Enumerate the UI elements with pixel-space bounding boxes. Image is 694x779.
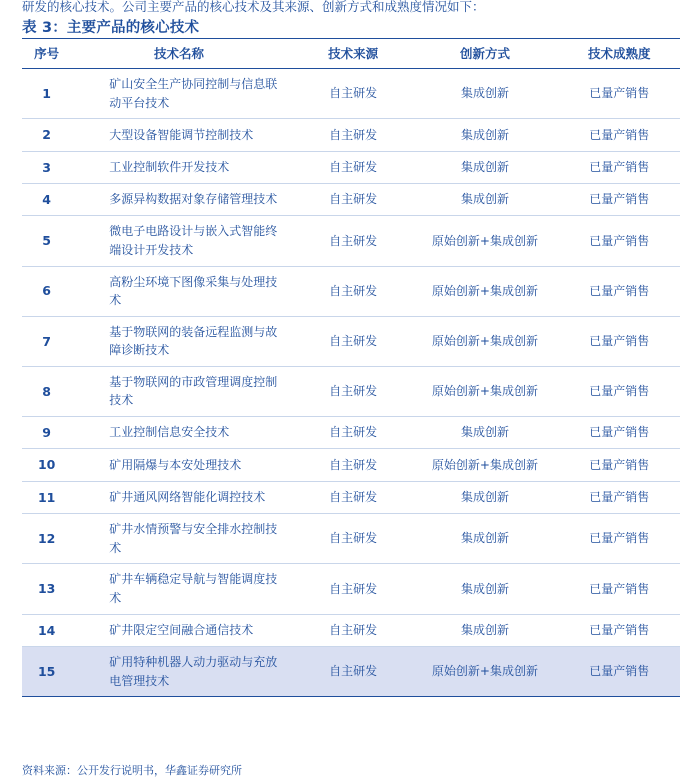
cell-technology-source: 自主研发 <box>295 417 412 449</box>
cell-maturity: 已量产销售 <box>559 151 680 183</box>
table-caption: 表 3：主要产品的核心技术 <box>22 20 200 36</box>
cell-innovation-mode: 集成创新 <box>411 183 558 215</box>
cell-maturity: 已量产销售 <box>559 646 680 696</box>
cell-technology-name: 矿山安全生产协同控制与信息联动平台技术 <box>71 69 295 119</box>
cell-no: 2 <box>22 119 71 151</box>
cell-innovation-mode: 集成创新 <box>411 69 558 119</box>
table-row <box>22 481 680 513</box>
cell-technology-source: 自主研发 <box>295 514 412 564</box>
cell-technology-source: 自主研发 <box>295 183 412 215</box>
cell-technology-source: 自主研发 <box>295 481 412 513</box>
table-row <box>22 614 680 646</box>
cell-maturity: 已量产销售 <box>559 449 680 481</box>
cell-technology-name: 微电子电路设计与嵌入式智能终端设计开发技术 <box>71 216 295 266</box>
cell-technology-name: 基于物联网的市政管理调度控制技术 <box>71 366 295 416</box>
cell-technology-name: 基于物联网的装备远程监测与故障诊断技术 <box>71 316 295 366</box>
cell-technology-name: 矿用隔爆与本安处理技术 <box>71 449 295 481</box>
cell-maturity: 已量产销售 <box>559 216 680 266</box>
cell-no: 14 <box>22 614 71 646</box>
cell-technology-name: 工业控制信息安全技术 <box>71 417 295 449</box>
cell-innovation-mode: 原始创新+集成创新 <box>411 216 558 266</box>
cell-maturity: 已量产销售 <box>559 366 680 416</box>
cell-technology-name: 高粉尘环境下图像采集与处理技术 <box>71 266 295 316</box>
table-header-row <box>22 39 680 69</box>
cell-no: 3 <box>22 151 71 183</box>
table-row <box>22 564 680 614</box>
cell-innovation-mode: 原始创新+集成创新 <box>411 646 558 696</box>
cell-maturity: 已量产销售 <box>559 614 680 646</box>
cell-no: 5 <box>22 216 71 266</box>
cell-no: 15 <box>22 646 71 696</box>
cell-technology-name: 矿用特种机器人动力驱动与充放电管理技术 <box>71 646 295 696</box>
table-row <box>22 417 680 449</box>
table-row <box>22 69 680 119</box>
cell-innovation-mode: 集成创新 <box>411 614 558 646</box>
cell-technology-source: 自主研发 <box>295 564 412 614</box>
cell-technology-source: 自主研发 <box>295 151 412 183</box>
cell-no: 1 <box>22 69 71 119</box>
cell-technology-source: 自主研发 <box>295 266 412 316</box>
cell-innovation-mode: 原始创新+集成创新 <box>411 266 558 316</box>
cell-innovation-mode: 集成创新 <box>411 514 558 564</box>
cell-innovation-mode: 原始创新+集成创新 <box>411 366 558 416</box>
cell-technology-name: 多源异构数据对象存储管理技术 <box>71 183 295 215</box>
cell-maturity: 已量产销售 <box>559 183 680 215</box>
cell-technology-source: 自主研发 <box>295 614 412 646</box>
cell-innovation-mode: 集成创新 <box>411 564 558 614</box>
cell-technology-name: 矿井车辆稳定导航与智能调度技术 <box>71 564 295 614</box>
cell-technology-name: 工业控制软件开发技术 <box>71 151 295 183</box>
cell-maturity: 已量产销售 <box>559 266 680 316</box>
cell-no: 6 <box>22 266 71 316</box>
cell-no: 9 <box>22 417 71 449</box>
cell-maturity: 已量产销售 <box>559 69 680 119</box>
cell-maturity: 已量产销售 <box>559 564 680 614</box>
cell-maturity: 已量产销售 <box>559 316 680 366</box>
cell-no: 10 <box>22 449 71 481</box>
table-header <box>22 39 680 69</box>
cell-technology-source: 自主研发 <box>295 216 412 266</box>
cell-no: 8 <box>22 366 71 416</box>
table-row <box>22 316 680 366</box>
table-row <box>22 216 680 266</box>
cell-maturity: 已量产销售 <box>559 514 680 564</box>
column-header-name: 技术名称 <box>71 39 295 69</box>
table-row <box>22 514 680 564</box>
table-row <box>22 266 680 316</box>
cell-innovation-mode: 原始创新+集成创新 <box>411 449 558 481</box>
cell-innovation-mode: 集成创新 <box>411 119 558 151</box>
cell-technology-source: 自主研发 <box>295 366 412 416</box>
cell-no: 12 <box>22 514 71 564</box>
column-header-source: 技术来源 <box>295 39 412 69</box>
cell-innovation-mode: 原始创新+集成创新 <box>411 316 558 366</box>
cell-maturity: 已量产销售 <box>559 119 680 151</box>
cell-innovation-mode: 集成创新 <box>411 417 558 449</box>
table-body <box>22 69 680 697</box>
cell-no: 13 <box>22 564 71 614</box>
column-header-innovation: 创新方式 <box>411 39 558 69</box>
cell-innovation-mode: 集成创新 <box>411 481 558 513</box>
cut-off-paragraph-text: 研发的核心技术。公司主要产品的核心技术及其来源、创新方式和成熟度情况如下： <box>22 0 485 14</box>
cell-technology-source: 自主研发 <box>295 316 412 366</box>
cell-no: 11 <box>22 481 71 513</box>
column-header-no: 序号 <box>22 39 71 69</box>
cell-technology-name: 大型设备智能调节控制技术 <box>71 119 295 151</box>
column-header-maturity: 技术成熟度 <box>559 39 680 69</box>
cell-no: 7 <box>22 316 71 366</box>
cell-technology-source: 自主研发 <box>295 119 412 151</box>
table-row <box>22 151 680 183</box>
source-note: 资料来源：公开发行说明书，华鑫证券研究所 <box>22 764 242 777</box>
cell-technology-source: 自主研发 <box>295 69 412 119</box>
core-technology-table <box>22 38 680 697</box>
cell-technology-name: 矿井通风网络智能化调控技术 <box>71 481 295 513</box>
cell-no: 4 <box>22 183 71 215</box>
cell-maturity: 已量产销售 <box>559 481 680 513</box>
table-row <box>22 646 680 696</box>
cell-innovation-mode: 集成创新 <box>411 151 558 183</box>
table-row <box>22 366 680 416</box>
cell-technology-source: 自主研发 <box>295 449 412 481</box>
table-row <box>22 449 680 481</box>
cell-technology-source: 自主研发 <box>295 646 412 696</box>
cell-technology-name: 矿井水情预警与安全排水控制技术 <box>71 514 295 564</box>
table-row <box>22 183 680 215</box>
table-row <box>22 119 680 151</box>
cell-technology-name: 矿井限定空间融合通信技术 <box>71 614 295 646</box>
cell-maturity: 已量产销售 <box>559 417 680 449</box>
